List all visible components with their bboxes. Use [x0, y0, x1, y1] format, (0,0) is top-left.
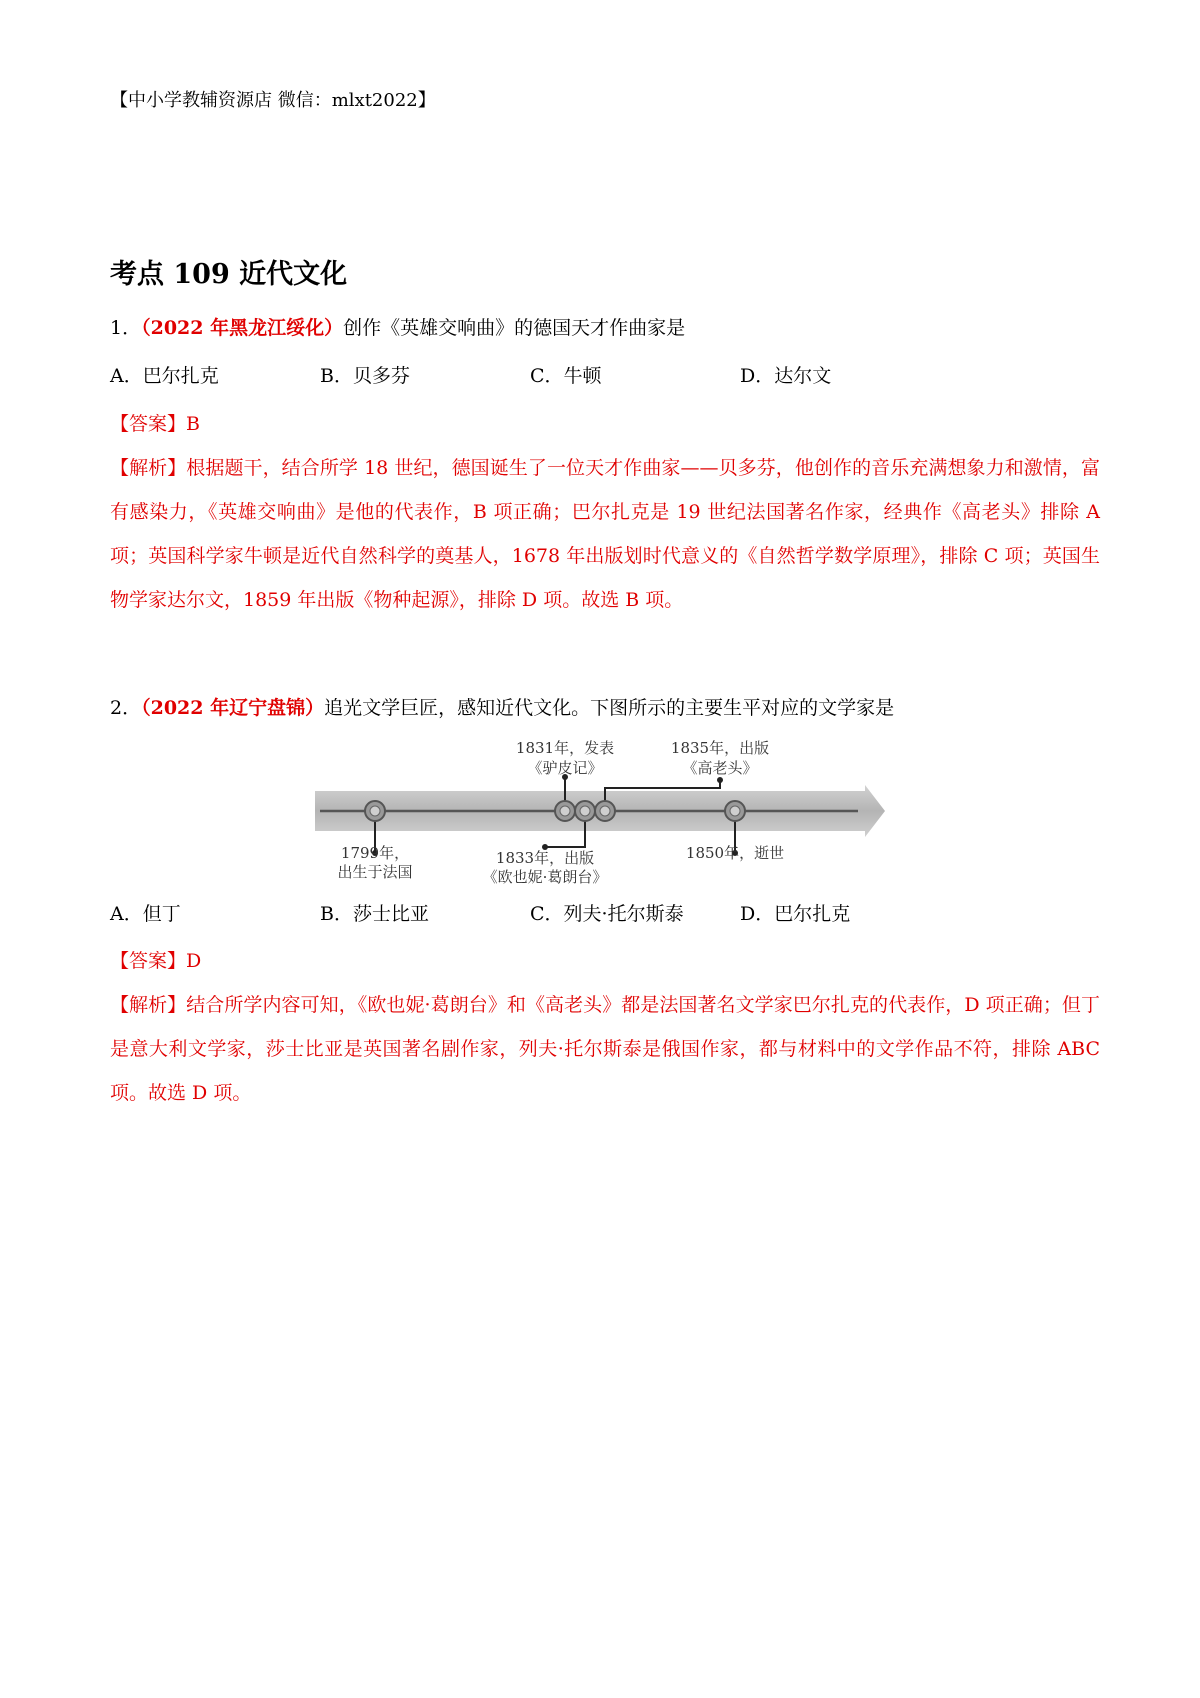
option-d: D．巴尔扎克 [740, 903, 851, 925]
timeline-marker-center [580, 806, 590, 816]
option-c: C．牛顿 [530, 365, 602, 387]
section-title: 考点 109 近代文化 [110, 259, 348, 290]
answer-value: B [186, 413, 200, 435]
option-b: B．贝多芬 [320, 365, 410, 387]
timeline-connector-dot [717, 777, 723, 783]
timeline-label: 《驴皮记》 [527, 759, 603, 777]
question-text: 创作《英雄交响曲》的德国天才作曲家是 [343, 317, 686, 339]
page-header: 【中小学教辅资源店 微信：mlxt2022】 [110, 90, 436, 111]
timeline-label: 1833年，出版 [495, 849, 595, 867]
explanation-2: 【解析】结合所学内容可知，《欧也妮·葛朗台》和《高老头》都是法国著名文学家巴尔扎克的代表作，D 项正确；但丁是意大利文学家，莎士比亚是英国著名剧作家，列夫·托尔斯泰是俄国作家，都与材料中的文学作品不符，排除 ABC 项。故选 D 项。 [110, 994, 1100, 1104]
timeline-label: 《高老头》 [682, 759, 758, 777]
answer-value: D [186, 950, 202, 972]
answer-label: 【答案】 [110, 413, 187, 435]
question-number: 1． [110, 317, 142, 339]
option-b: B．莎士比亚 [320, 903, 429, 925]
explanation-1: 【解析】根据题干，结合所学 18 世纪，德国诞生了一位天才作曲家——贝多芬，他创作的音乐充满想象力和激情，富有感染力，《英雄交响曲》是他的代表作，B 项正确；巴尔扎克是 19 世纪法国著名作家，经典作《高老头》排除 A 项；英国科学家牛顿是近代自然科学的奠基人，1678 年出版划时代意义的《自然哲学数学原理》，排除 C 项；英国生物学家达尔文，1859 年出版《物种起源》，排除 D 项。故选 B 项。 [110, 457, 1100, 611]
timeline-label: 《欧也妮·葛朗台》 [482, 868, 608, 886]
timeline-label: 出生于法国 [337, 863, 413, 881]
question-1-stem [110, 313, 685, 340]
timeline-label: 1835年，出版 [670, 739, 770, 757]
option-a: A．巴尔扎克 [110, 365, 219, 387]
question-2-stem [110, 693, 894, 720]
answer-2 [110, 946, 201, 973]
timeline-figure [310, 725, 890, 895]
timeline-label: 1850年，逝世 [685, 844, 785, 862]
question-text: 追光文学巨匠，感知近代文化。下图所示的主要生平对应的文学家是 [324, 697, 895, 719]
question-number: 2． [110, 697, 142, 719]
timeline-label: 1799年， [340, 844, 410, 862]
answer-1 [110, 409, 200, 436]
timeline-marker-center [730, 806, 740, 816]
option-d: D．达尔文 [740, 365, 832, 387]
timeline-marker-center [600, 806, 610, 816]
question-source: （2022 年辽宁盘锦） [141, 697, 325, 719]
option-a: A．但丁 [110, 903, 181, 925]
question-source: （2022 年黑龙江绥化） [141, 317, 344, 339]
option-c: C．列夫·托尔斯泰 [530, 903, 684, 925]
timeline-marker-center [560, 806, 570, 816]
answer-label: 【答案】 [110, 950, 187, 972]
timeline-marker-center [370, 806, 380, 816]
timeline-label: 1831年，发表 [515, 739, 615, 757]
